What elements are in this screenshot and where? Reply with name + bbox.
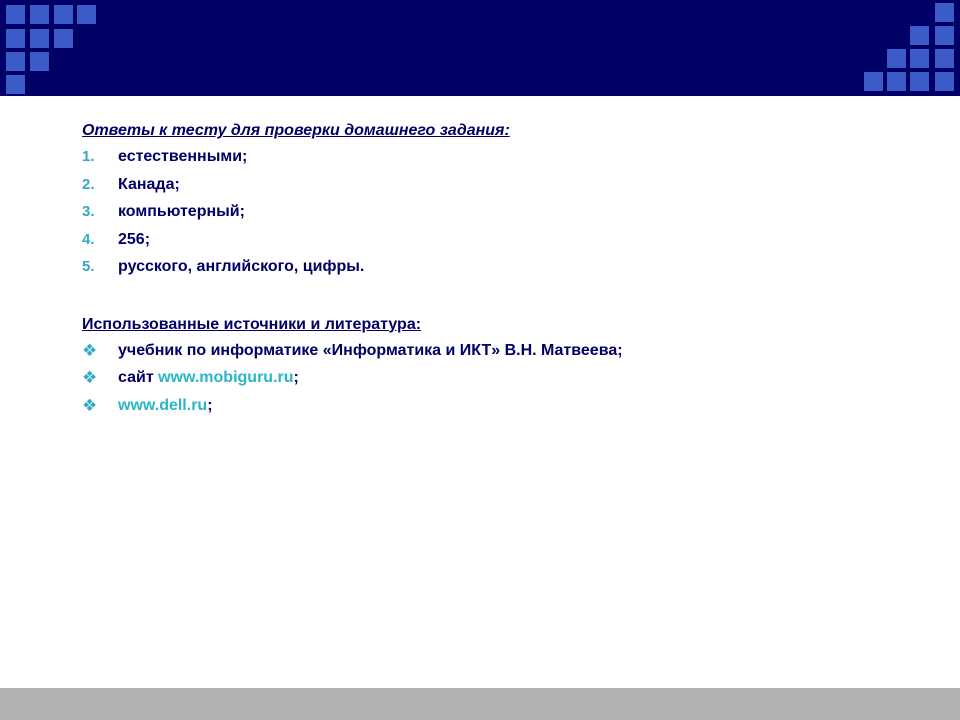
decor-square <box>910 72 929 91</box>
answers-list <box>82 143 902 281</box>
decor-square <box>935 49 954 68</box>
diamond-bullet-icon: ❖ <box>82 340 98 360</box>
answer-item <box>82 226 902 254</box>
decor-square <box>910 26 929 45</box>
answer-number: 4. <box>82 230 95 248</box>
answer-number: 5. <box>82 258 95 275</box>
diamond-bullet-icon: ❖ <box>82 368 98 387</box>
footer-band <box>0 688 960 720</box>
answer-number: 3. <box>82 203 95 220</box>
source-item <box>82 364 902 392</box>
answer-text: русского, английского, цифры. <box>118 258 365 275</box>
source-text: учебник по информатике «Информатика и ИКТ» В.Н. Матвеева; <box>118 341 623 359</box>
decor-square <box>6 29 25 48</box>
decor-square <box>54 5 73 24</box>
answer-text: Канада; <box>118 175 180 193</box>
answer-text: компьютерный; <box>118 203 245 220</box>
answer-item <box>82 253 902 281</box>
decor-square <box>887 72 906 91</box>
source-item <box>82 337 902 365</box>
source-suffix: ; <box>293 369 299 386</box>
source-item <box>82 392 902 420</box>
decor-square <box>6 52 25 71</box>
decor-square <box>935 72 954 91</box>
source-suffix: ; <box>207 396 213 414</box>
decor-square <box>6 5 25 24</box>
decor-square <box>30 52 49 71</box>
source-text: сайт <box>118 369 159 386</box>
header-band <box>0 0 960 96</box>
decor-square <box>77 5 96 24</box>
decor-square <box>6 75 25 94</box>
decor-square <box>887 49 906 68</box>
decor-square <box>30 5 49 24</box>
answer-text: естественными; <box>118 148 248 165</box>
slide-content <box>82 119 902 419</box>
decor-square <box>54 29 73 48</box>
decor-square <box>864 72 883 91</box>
sources-heading: Использованные источники и литература: <box>82 315 422 333</box>
source-link-dell[interactable]: www.dell.ru <box>118 396 208 414</box>
source-link-mobiguru[interactable]: www.mobiguru.ru <box>158 369 294 386</box>
decor-square <box>935 3 954 22</box>
answer-item <box>82 143 902 171</box>
decor-square <box>910 49 929 68</box>
answer-text: 256; <box>118 230 151 248</box>
answer-item <box>82 198 902 226</box>
diamond-bullet-icon: ❖ <box>82 395 98 415</box>
decor-square <box>935 26 954 45</box>
answer-number: 1. <box>82 148 95 165</box>
answers-heading: Ответы к тесту для проверки домашнего задания: <box>82 122 510 139</box>
answer-item <box>82 171 902 199</box>
answer-number: 2. <box>82 175 95 193</box>
decor-square <box>30 29 49 48</box>
sources-list <box>82 337 902 420</box>
